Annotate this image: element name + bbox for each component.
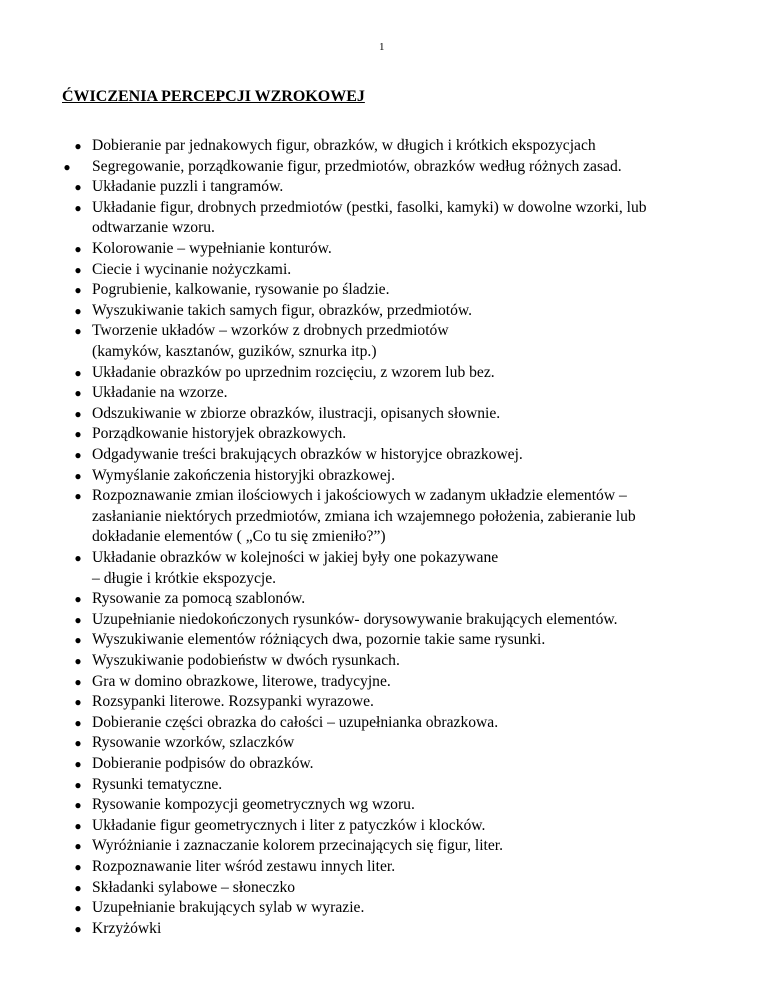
list-item-text: Układanie puzzli i tangramów. <box>92 178 284 196</box>
list-item-text: Rozsypanki literowe. Rozsypanki wyrazowe. <box>92 693 374 711</box>
list-item-text: Rysowanie za pomocą szablonów. <box>92 590 306 608</box>
list-item-text: Uzupełnianie brakujących sylab w wyrazie. <box>92 899 365 917</box>
bullet-icon: ● <box>74 715 82 730</box>
list-item <box>74 733 702 754</box>
list-item-text: – długie i krótkie ekspozycje. <box>92 569 277 587</box>
list-item-text: Ciecie i wycinanie nożyczkami. <box>92 260 292 278</box>
bullet-icon: ● <box>74 757 82 771</box>
bullet-icon: ● <box>74 242 82 256</box>
list-item <box>74 239 702 260</box>
list-item <box>74 486 702 548</box>
list-item-text: Kolorowanie – wypełnianie konturów. <box>92 240 332 257</box>
bullet-icon: ● <box>74 695 82 710</box>
bullet-icon: ● <box>74 818 82 833</box>
list-item <box>74 630 702 651</box>
list-item-text: Rozpoznawanie zmian ilościowych i jakościowych w zadanym układzie elementów – <box>92 487 627 505</box>
list-item <box>74 713 702 734</box>
list-item-text: Wyszukiwanie elementów różniących dwa, pozornie takie same rysunki. <box>92 631 546 649</box>
list-item <box>74 260 702 281</box>
list-item <box>74 445 702 466</box>
bullet-icon: ● <box>74 551 82 565</box>
list-item <box>74 651 702 672</box>
list-item-text: Rozpoznawanie liter wśród zestawu innych liter. <box>92 858 396 875</box>
list-item <box>74 177 702 198</box>
list-item-text: Układanie figur, drobnych przedmiotów (pestki, fasolki, kamyki) w dowolne wzorki, lub <box>92 198 647 216</box>
list-item <box>74 754 702 775</box>
bullet-icon: ● <box>74 139 82 153</box>
list-item <box>74 136 702 157</box>
list-item <box>74 775 702 796</box>
list-item <box>74 672 702 693</box>
list-item-text: Pogrubienie, kalkowanie, rysowanie po śladzie. <box>92 281 390 299</box>
bullet-icon: ● <box>74 468 82 483</box>
list-item-text: Układanie na wzorze. <box>92 384 228 402</box>
list-item-text: Segregowanie, porządkowanie figur, przedmiotów, obrazków według różnych zasad. <box>92 157 622 175</box>
bullet-icon: ● <box>74 612 82 627</box>
bullet-icon: ● <box>63 159 71 174</box>
list-item-text: Odgadywanie treści brakujących obrazków w historyjce obrazkowej. <box>92 446 523 463</box>
list-item-text: Krzyżówki <box>92 919 162 937</box>
list-item <box>74 816 702 837</box>
list-item-text: (kamyków, kasztanów, guzików, sznurka itp.) <box>92 342 377 360</box>
bullet-icon: ● <box>74 448 82 462</box>
list-item-text: Dobieranie podpisów do obrazków. <box>92 755 314 772</box>
list-item <box>74 548 702 589</box>
list-item-text: Dobieranie par jednakowych figur, obrazków, w długich i krótkich ekspozycjach <box>92 137 596 154</box>
list-item-text: Rysowanie kompozycji geometrycznych wg wzoru. <box>92 796 415 814</box>
list-item <box>74 280 702 301</box>
bullet-icon: ● <box>74 200 82 215</box>
bullet-icon: ● <box>74 262 82 277</box>
bullet-icon: ● <box>74 386 82 401</box>
bullet-icon: ● <box>74 489 82 504</box>
list-item-text: Rysowanie wzorków, szlaczków <box>92 734 295 752</box>
bullet-icon: ● <box>74 180 82 195</box>
list-item <box>74 610 702 631</box>
list-item <box>74 383 702 404</box>
list-item-text: Tworzenie układów – wzorków z drobnych przedmiotów <box>92 322 449 340</box>
list-item <box>74 321 702 362</box>
bullet-icon: ● <box>74 427 82 442</box>
list-item-text: dokładanie elementów ( „Co tu się zmieniło?”) <box>92 528 386 546</box>
bullet-icon: ● <box>74 283 82 298</box>
list-item-text: Gra w domino obrazkowe, literowe, tradycyjne. <box>92 672 391 690</box>
list-item <box>74 301 702 322</box>
list-item <box>74 363 702 384</box>
list-item-text: Uzupełnianie niedokończonych rysunków- dorysowywanie brakujących elementów. <box>92 610 618 628</box>
list-item-text: Układanie obrazków po uprzednim rozcięciu, z wzorem lub bez. <box>92 363 495 381</box>
list-item <box>74 589 702 610</box>
bullet-icon: ● <box>74 901 82 916</box>
list-item-text: Składanki sylabowe – słoneczko <box>92 878 296 896</box>
list-item-text: Porządkowanie historyjek obrazkowych. <box>92 425 347 443</box>
page-number: 1 <box>379 41 385 53</box>
bullet-icon: ● <box>74 365 82 380</box>
list-item <box>74 857 702 878</box>
bullet-icon: ● <box>74 674 82 689</box>
list-item <box>74 404 702 425</box>
bullet-icon: ● <box>74 633 82 648</box>
bullet-icon: ● <box>74 921 82 936</box>
list-item <box>74 692 702 713</box>
list-item <box>74 198 702 239</box>
bullet-icon: ● <box>74 777 82 792</box>
list-item-text: Układanie figur geometrycznych i liter z patyczków i klocków. <box>92 816 486 834</box>
bullet-icon: ● <box>74 303 82 318</box>
bullet-icon: ● <box>74 592 82 607</box>
list-item <box>63 157 702 178</box>
bullet-icon: ● <box>74 839 82 854</box>
list-item-text: Wyróżnianie i zaznaczanie kolorem przecinających się figur, liter. <box>92 837 504 855</box>
list-item-text: Odszukiwanie w zbiorze obrazków, ilustracji, opisanych słownie. <box>92 404 501 422</box>
list-item-text: Układanie obrazków w kolejności w jakiej były one pokazywane <box>92 549 499 566</box>
list-item <box>74 466 702 487</box>
list-item-text: Dobieranie części obrazka do całości – uzupełnianka obrazkowa. <box>92 713 499 731</box>
list-item <box>74 919 702 940</box>
list-item-text: odtwarzanie wzoru. <box>92 219 215 237</box>
list-item-text: zasłanianie niektórych przedmiotów, zmiana ich wzajemnego położenia, zabieranie lub <box>92 507 636 525</box>
list-item <box>74 878 702 899</box>
bullet-icon: ● <box>74 406 82 421</box>
bullet-icon: ● <box>74 324 82 339</box>
bullet-icon: ● <box>74 880 82 895</box>
list-item-text: Wyszukiwanie takich samych figur, obrazków, przedmiotów. <box>92 301 473 319</box>
list-item <box>74 898 702 919</box>
page-title: ĆWICZENIA PERCEPCJI WZROKOWEJ <box>62 88 365 105</box>
bullet-icon: ● <box>74 860 82 874</box>
list-item-text: Rysunki tematyczne. <box>92 775 223 793</box>
list-item-text: Wyszukiwanie podobieństw w dwóch rysunkach. <box>92 652 400 669</box>
list-item <box>74 795 702 816</box>
bullet-icon: ● <box>74 654 82 668</box>
list-item <box>74 424 702 445</box>
list-item-text: Wymyślanie zakończenia historyjki obrazkowej. <box>92 466 396 484</box>
bullet-icon: ● <box>74 798 82 813</box>
list-item <box>74 836 702 857</box>
bullet-icon: ● <box>74 736 82 751</box>
